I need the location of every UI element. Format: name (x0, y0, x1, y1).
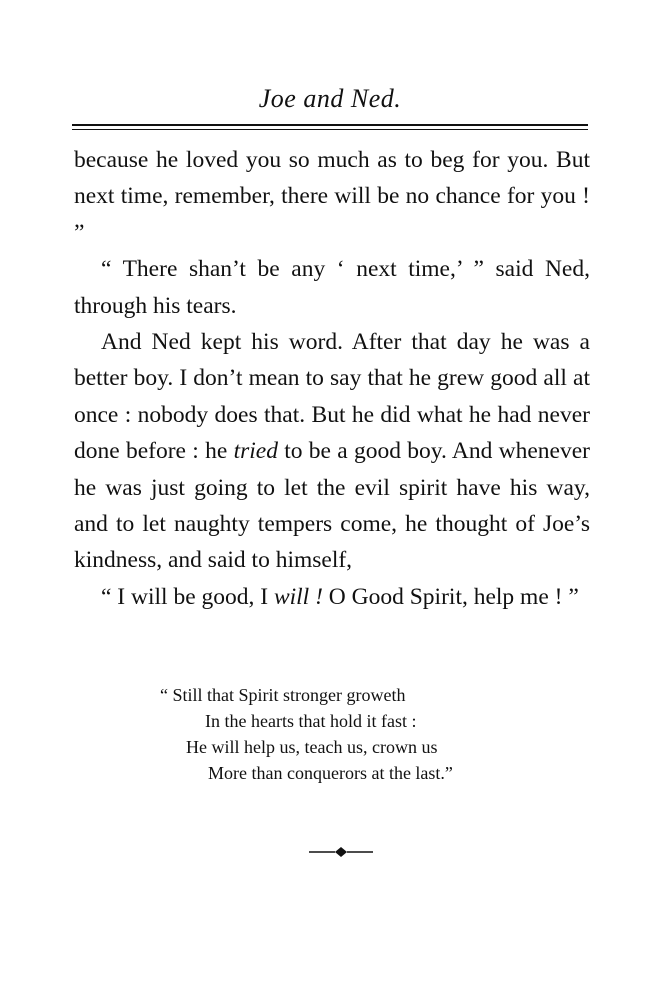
paragraph-ned-kept-word (74, 324, 590, 579)
paragraph-text-after: to be a good boy. And whenever he was just going to let the evil spirit have his way, and to let naughty tempers come, he thought of Joe’s kindness, and said to himself, (74, 438, 590, 574)
header-rule (72, 124, 588, 126)
header-rule-thin (72, 129, 588, 130)
paragraph-text-before: “ I will be good, I (101, 583, 274, 610)
poem-line: More than conquerors at the last.” (208, 763, 453, 783)
poem-stanza (160, 682, 540, 786)
poem-line: He will help us, teach us, crown us (186, 737, 438, 757)
paragraph-will-be-good (74, 579, 590, 615)
paragraph-continuation: because he loved you so much as to beg for you. But next time, remember, there will be no chance for you ! ” (74, 147, 590, 246)
poem-line: In the hearts that hold it fast : (205, 711, 417, 731)
poem-line: “ Still that Spirit stronger groweth (160, 685, 406, 705)
paragraph-text-before: And Ned kept his word. After that day he was a better boy. I don’t mean to say that he grew good all at once : nobody does that. But he did what he had never done before : he (74, 329, 590, 465)
paragraph-text-after: O Good Spirit, help me ! ” (322, 583, 579, 610)
paragraph-ned-reply: “ There shan’t be any ‘ next time,’ ” said Ned, through his tears. (74, 256, 590, 319)
emphasis-will: will ! (273, 583, 323, 610)
tailpiece-ornament-icon (309, 845, 373, 859)
emphasis-tried: tried (233, 438, 278, 465)
running-header: Joe and Ned. (258, 84, 402, 113)
body-text (74, 142, 590, 615)
